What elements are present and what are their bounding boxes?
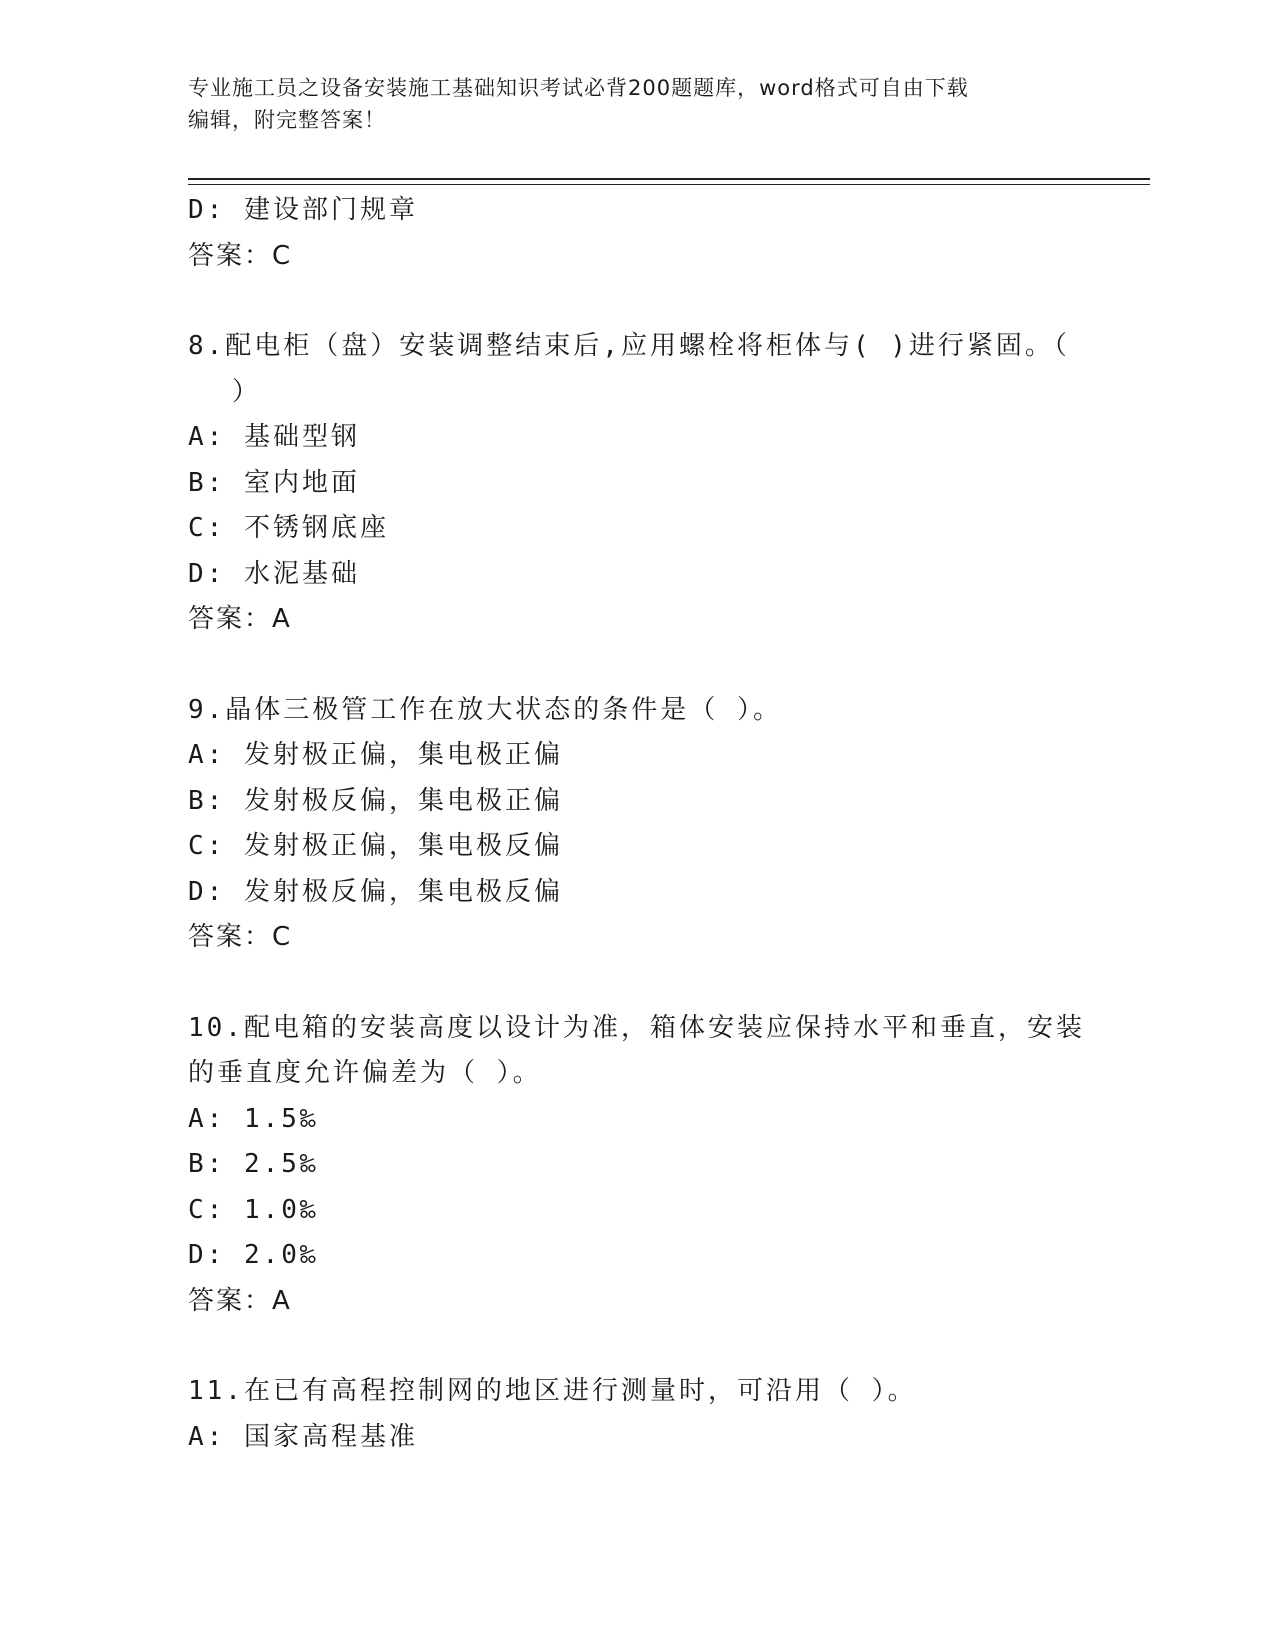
option-a: A: 发射极正偏，集电极正偏: [188, 740, 563, 770]
option-b: B: 发射极反偏，集电极正偏: [188, 785, 563, 816]
spacer: [188, 643, 1088, 688]
spacer: [188, 1324, 1088, 1369]
question-stem: 9.晶体三极管工作在放大状态的条件是（ ）。: [188, 694, 782, 725]
option-d: D: 建设部门规章: [188, 195, 418, 225]
option-b: B: 2.5‰: [188, 1149, 319, 1179]
question-stem: 11.在已有高程控制网的地区进行测量时，可沿用（ ）。: [188, 1376, 917, 1406]
answer: 答案：C: [188, 922, 293, 952]
header-divider-thick: [188, 178, 1150, 180]
previous-question-tail: [188, 188, 1088, 279]
question-10: [188, 1006, 1088, 1325]
spacer: [188, 279, 1088, 324]
option-a: A: 1.5‰: [188, 1103, 319, 1134]
question-stem: 10.配电箱的安装高度以设计为准，箱体安装应保持水平和垂直，安装: [188, 1012, 1085, 1043]
option-d: D: 发射极反偏，集电极反偏: [188, 876, 563, 907]
option-d: D: 水泥基础: [188, 558, 360, 589]
option-d: D: 2.0‰: [188, 1240, 319, 1270]
document-body: [188, 188, 1088, 1460]
question-stem-continued: ）: [232, 376, 262, 407]
answer: 答案：A: [188, 1285, 292, 1316]
option-c: C: 发射极正偏，集电极反偏: [188, 831, 563, 861]
document-header: [188, 72, 1068, 136]
header-divider-thin: [188, 184, 1150, 185]
spacer: [188, 961, 1088, 1006]
option-a: A: 基础型钢: [188, 422, 360, 452]
option-b: B: 室内地面: [188, 467, 360, 498]
answer: 答案：A: [188, 604, 292, 634]
question-stem-continued: 的垂直度允许偏差为（ ）。: [188, 1058, 542, 1088]
question-11: [188, 1369, 1088, 1460]
option-c: C: 不锈钢底座: [188, 513, 389, 543]
option-c: C: 1.0‰: [188, 1194, 319, 1225]
question-8: [188, 324, 1088, 643]
question-stem: 8.配电柜（盘）安装调整结束后,应用螺栓将柜体与( )进行紧固。（: [188, 331, 1070, 361]
option-a: A: 国家高程基准: [188, 1421, 418, 1452]
header-line-1: 专业施工员之设备安装施工基础知识考试必背200题题库，word格式可自由下载: [188, 76, 969, 100]
header-line-2: 编辑，附完整答案！: [188, 108, 386, 132]
answer: 答案：C: [188, 240, 293, 271]
question-9: [188, 688, 1088, 961]
